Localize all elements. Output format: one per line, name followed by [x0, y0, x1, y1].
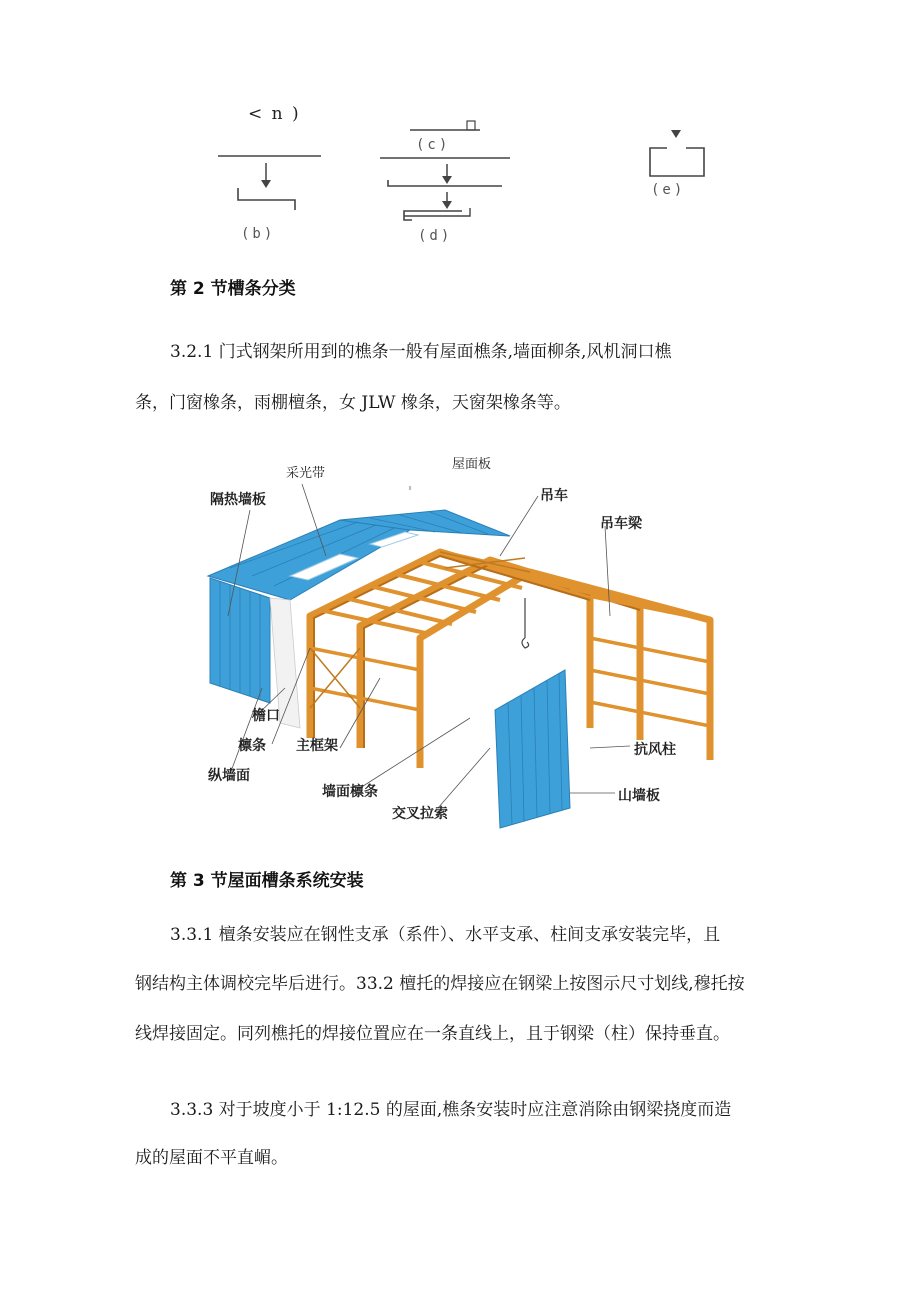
diagram-c-marker [467, 121, 475, 130]
label-eave: 檐口 [252, 708, 280, 724]
portal-frame-building-figure [190, 448, 730, 840]
crane-hook-icon [522, 598, 529, 648]
label-crane-beam: 吊车梁 [600, 516, 642, 532]
section3-p1-line3: 线焊接固定。同列樵托的焊接位置应在一条直线上，且于钢梁（柱）保持垂直。 [135, 1024, 730, 1044]
label-wall-purlin: 墙面檩条 [322, 784, 378, 800]
label-skylight: 采光带 [286, 466, 326, 481]
section2-para-line1: 3.2.1 门式钢架所用到的樵条一般有屋面樵条,墙面柳条,风机洞口樵 [170, 342, 672, 362]
triangle-down-icon [671, 130, 681, 138]
diagram-label-n: < n ) [248, 104, 301, 124]
diagram-label-b: (b) [241, 226, 276, 242]
diagram-c-section [388, 180, 502, 186]
gable-wall-panel [495, 670, 570, 828]
label-long-wall: 纵墙面 [208, 768, 250, 784]
label-crane: 吊车 [540, 488, 568, 504]
arrow-down-icon [442, 192, 452, 209]
diagram-label-c: (c) [416, 137, 451, 153]
section3-p1-line1: 3.3.1 檀条安装应在钢性支承（系件）、水平支承、柱间支承安装完毕，且 [170, 925, 721, 945]
arrow-down-icon [261, 163, 271, 188]
label-main-frame: 主框架 [296, 738, 338, 754]
diagram-d-section-bottom [404, 208, 470, 216]
diagram-b-section [238, 188, 295, 210]
purlin-section-diagrams [0, 0, 920, 260]
label-gable-wall: 山墙板 [618, 788, 660, 804]
label-roof-panel: 屋面板 [452, 457, 492, 472]
diagram-e-section [650, 148, 704, 176]
section2-para-line2: 条，门窗橡条，雨棚檀条，女 JLW 橡条，天窗架橡条等。 [135, 393, 571, 413]
label-cross-brace: 交叉拉索 [392, 806, 448, 822]
label-wind-column: 抗风柱 [634, 742, 676, 758]
section3-p1-line2: 钢结构主体调校完毕后进行。33.2 檀托的焊接应在钢梁上按图示尺寸划线,穆托按 [135, 974, 745, 994]
section3-p2-line2: 成的屋面不平直嵋。 [135, 1148, 288, 1168]
arrow-down-icon [442, 164, 452, 184]
section3-p2-line1: 3.3.3 对于坡度小于 1:12.5 的屋面,樵条安装时应注意消除由钢梁挠度而造 [170, 1100, 732, 1120]
diagram-label-e: (e) [651, 182, 686, 198]
label-purlin: 檩条 [238, 738, 266, 754]
diagram-label-d: (d) [418, 228, 453, 244]
section3-heading: 第 3 节屋面槽条系统安装 [170, 871, 364, 891]
section2-heading: 第 2 节槽条分类 [170, 279, 296, 299]
label-insulated-wall: 隔热墙板 [210, 492, 266, 508]
